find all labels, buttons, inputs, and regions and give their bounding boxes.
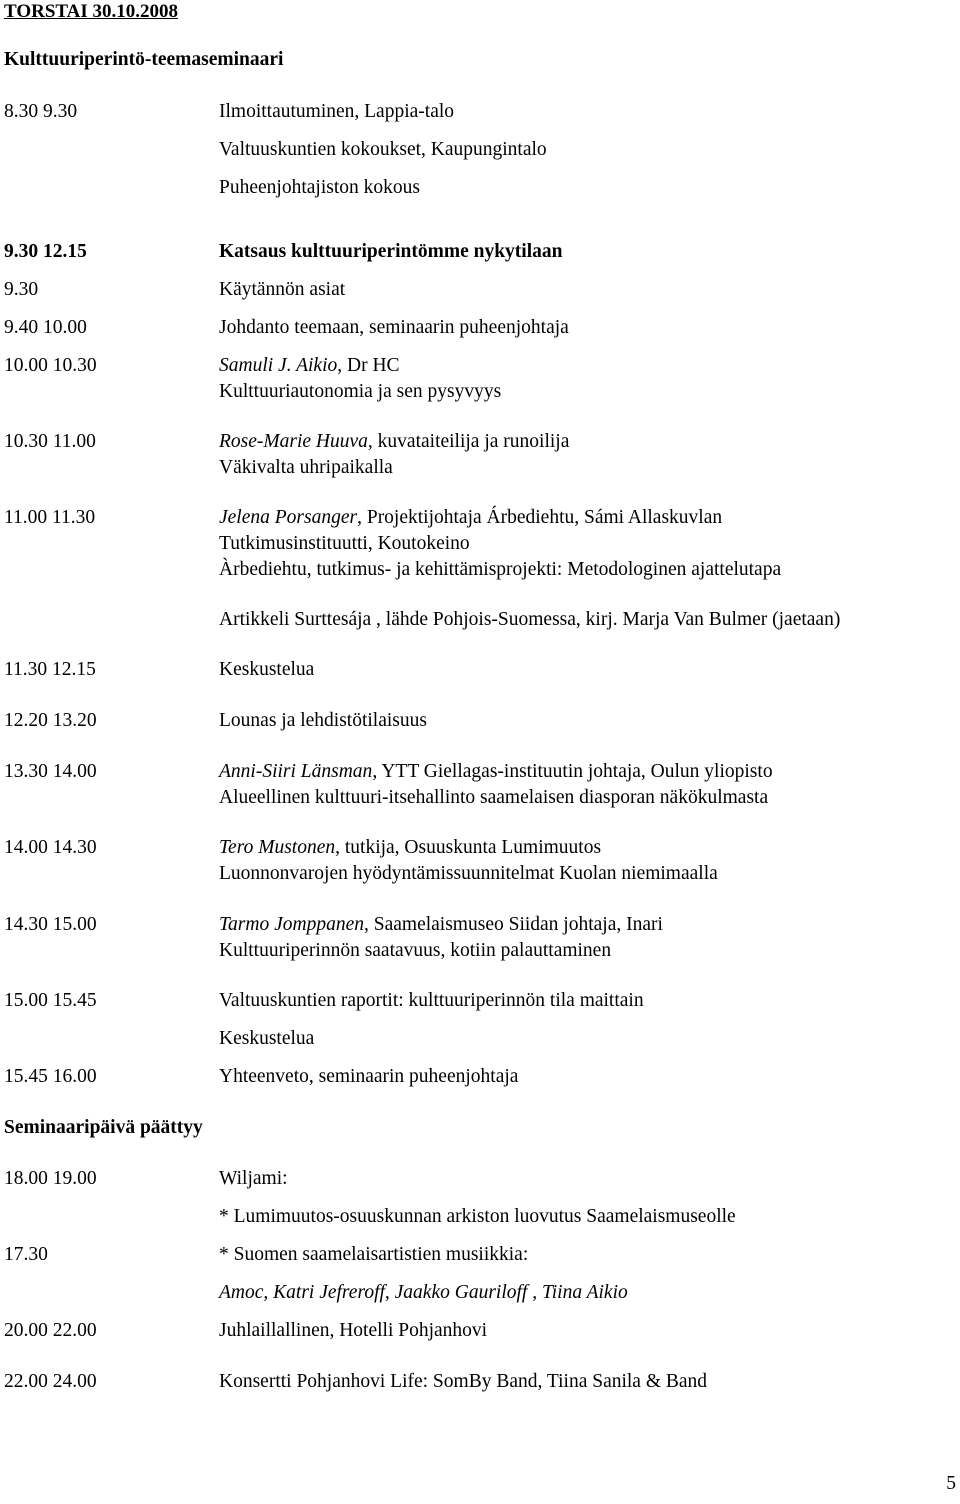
talk-topic: Luonnonvarojen hyödyntämissuunnitelmat Kuolan niemimaalla: [219, 863, 718, 884]
row-text: Ilmoittautuminen, Lappia-talo: [219, 101, 455, 122]
evening-text: * Suomen saamelaisartistien musiikkia:: [219, 1244, 529, 1265]
speaker-role-continued: Tutkimusinstituutti, Koutokeino: [219, 533, 470, 554]
talk-topic: Väkivalta uhripaikalla: [219, 457, 393, 478]
row-text: Valtuuskuntien kokoukset, Kaupungintalo: [219, 139, 547, 160]
row-time: 12.20 13.20: [4, 710, 97, 731]
row-time: 11.00 11.30: [4, 507, 96, 528]
row-text: Lounas ja lehdistötilaisuus: [219, 710, 427, 731]
row-time: 9.40 10.00: [4, 317, 87, 338]
speaker-role: , YTT Giellagas-instituutin johtaja, Oulun yliopisto: [372, 761, 773, 782]
row-text: Puheenjohtajiston kokous: [219, 177, 420, 198]
speaker-role: , Projektijohtaja Árbediehtu, Sámi Allaskuvlan: [357, 507, 723, 528]
evening-text: * Lumimuutos-osuuskunnan arkiston luovutus Saamelaismuseolle: [219, 1206, 736, 1227]
speaker-name: Anni-Siiri Länsman: [219, 761, 373, 782]
speaker-line: [219, 915, 663, 935]
speaker-name: Tero Mustonen: [219, 837, 336, 858]
speaker-name: Rose-Marie Huuva: [219, 431, 368, 452]
row-text: Yhteenveto, seminaarin puheenjohtaja: [219, 1066, 519, 1087]
row-time: 15.45 16.00: [4, 1066, 97, 1087]
artist-list: Amoc, Katri Jefreroff, Jaakko Gauriloff , Tiina Aikio: [219, 1282, 628, 1303]
evening-text: Wiljami:: [219, 1168, 288, 1189]
speaker-name: Samuli J. Aikio: [219, 355, 338, 376]
evening-time: 20.00 22.00: [4, 1320, 97, 1341]
row-time: 8.30 9.30: [4, 101, 78, 122]
document-title: Kulttuuriperintö-teemaseminaari: [4, 49, 284, 70]
row-time: 14.30 15.00: [4, 914, 97, 935]
row-text: Keskustelua: [219, 1028, 315, 1049]
article-note: Artikkeli Surttesája , lähde Pohjois-Suomessa, kirj. Marja Van Bulmer (jaetaan): [219, 609, 841, 630]
evening-text: Konsertti Pohjanhovi Life: SomBy Band, Tiina Sanila & Band: [219, 1371, 708, 1392]
talk-topic: Alueellinen kulttuuri-itsehallinto saamelaisen diasporan näkökulmasta: [219, 787, 769, 808]
speaker-line: [219, 508, 722, 528]
evening-time: 17.30: [4, 1244, 48, 1265]
talk-topic: Àrbediehtu, tutkimus- ja kehittämisprojekti: Metodologinen ajattelutapa: [219, 559, 782, 580]
row-time: 14.00 14.30: [4, 837, 97, 858]
speaker-role: , Saamelaismuseo Siidan johtaja, Inari: [364, 914, 663, 935]
row-time: 13.30 14.00: [4, 761, 97, 782]
speaker-name: Tarmo Jomppanen: [219, 914, 364, 935]
page-number: 5: [946, 1473, 956, 1494]
speaker-role: , Dr HC: [337, 355, 400, 376]
evening-time: 18.00 19.00: [4, 1168, 97, 1189]
document-date: TORSTAI 30.10.2008: [4, 1, 179, 22]
speaker-line: [219, 432, 569, 452]
speaker-line: [219, 356, 400, 376]
row-time: 11.30 12.15: [4, 659, 96, 680]
row-text: Valtuuskuntien raportit: kulttuuriperinnön tila maittain: [219, 990, 644, 1011]
evening-time: 22.00 24.00: [4, 1371, 97, 1392]
speaker-name: Jelena Porsanger: [219, 507, 358, 528]
talk-topic: Kulttuuriautonomia ja sen pysyvyys: [219, 381, 502, 402]
row-text: Johdanto teemaan, seminaarin puheenjohtaja: [219, 317, 569, 338]
section-time: 9.30 12.15: [4, 241, 87, 262]
row-time: 15.00 15.45: [4, 990, 97, 1011]
row-text: Keskustelua: [219, 659, 315, 680]
speaker-line: [219, 762, 773, 782]
section-heading: Katsaus kulttuuriperintömme nykytilaan: [219, 241, 563, 262]
row-text: Käytännön asiat: [219, 279, 346, 300]
row-time: 10.30 11.00: [4, 431, 96, 452]
speaker-line: [219, 838, 601, 858]
evening-text: Juhlaillallinen, Hotelli Pohjanhovi: [219, 1320, 488, 1341]
seminar-end-heading: Seminaaripäivä päättyy: [4, 1117, 203, 1138]
row-time: 10.00 10.30: [4, 355, 97, 376]
row-time: 9.30: [4, 279, 39, 300]
speaker-role: , tutkija, Osuuskunta Lumimuutos: [335, 837, 602, 858]
speaker-role: , kuvataiteilija ja runoilija: [367, 431, 570, 452]
talk-topic: Kulttuuriperinnön saatavuus, kotiin palauttaminen: [219, 940, 612, 961]
